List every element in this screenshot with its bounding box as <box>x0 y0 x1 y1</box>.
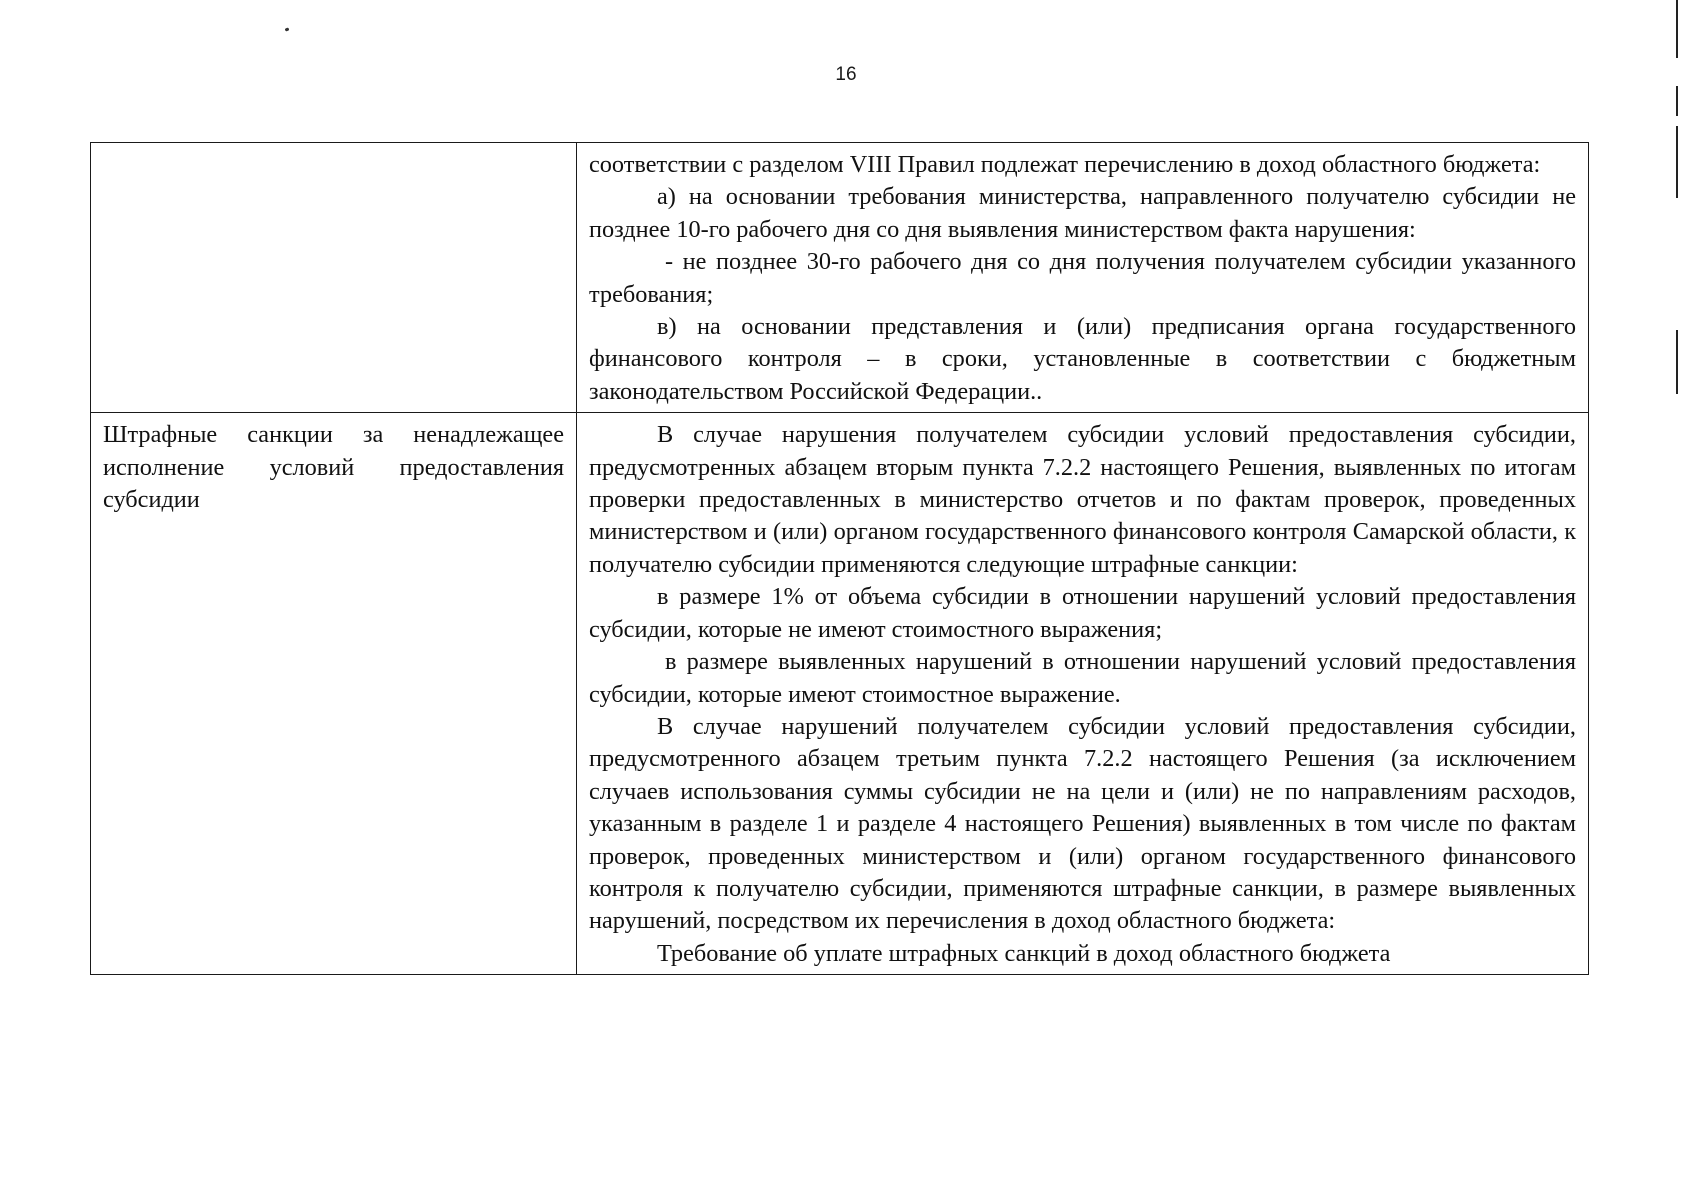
scan-edge-mark <box>1676 330 1678 394</box>
paragraph: в размере 1% от объема субсидии в отношении нарушений условий предоставления субсидии, которые не имеют стоимостного выражения; <box>589 583 1576 643</box>
scan-speck <box>285 27 290 31</box>
paragraph: в) на основании представления и (или) предписания органа государственного финансового контроля – в сроки, установленные в соответствии с бюджетным законодательством Российской Федерации.. <box>589 313 1576 405</box>
row-heading: Штрафные санкции за ненадлежащее исполнение условий предоставления субсидии <box>103 421 564 514</box>
paragraph: - не позднее 30-го рабочего дня со дня получения получателем субсидии указанного требования; <box>589 248 1576 308</box>
scan-edge-mark <box>1676 86 1678 116</box>
paragraph: в размере выявленных нарушений в отношении нарушений условий предоставления субсидии, которые имеют стоимостное выражение. <box>589 648 1576 708</box>
paragraph: В случае нарушений получателем субсидии условий предоставления субсидии, предусмотренного абзацем третьим пункта 7.2.2 настоящего Решения (за исключением случаев использования суммы субсидии не на цели и (или) не по направлениям расходов, указанным в разделе 1 и разделе 4 настоящего Решения) выявленных в том числе по фактам проверок, проведенных министерством и (или) органом государственного финансового контроля к получателю субсидии, применяются штрафные санкции, в размере выявленных нарушений, посредством их перечисления в доход областного бюджета: <box>589 712 1576 935</box>
page-number: 16 <box>835 64 857 85</box>
paragraph: Требование об уплате штрафных санкций в доход областного бюджета <box>657 939 1391 967</box>
paragraph: соответствии с разделом VIII Правил подлежат перечислению в доход областного бюджета: <box>589 151 1541 178</box>
table-cell-left <box>91 413 577 975</box>
paragraph: В случае нарушения получателем субсидии условий предоставления субсидии, предусмотренных абзацем вторым пункта 7.2.2 настоящего Решения, выявленных по итогам проверки предоставленных в министерство отчетов и по фактам проверок, проведенных министерством и (или) органом государственного финансового контроля Самарской области, к получателю субсидии применяются следующие штрафные санкции: <box>589 421 1576 578</box>
table-row <box>91 143 1589 413</box>
paragraph: а) на основании требования министерства, направленного получателю субсидии не позднее 10-го рабочего дня со дня выявления министерством факта нарушения: <box>589 183 1576 243</box>
table-cell-right <box>577 143 1589 413</box>
scan-edge-mark <box>1676 0 1678 58</box>
table-cell-right <box>577 413 1589 975</box>
table-row <box>91 413 1589 975</box>
table-cell-left <box>91 143 577 413</box>
scan-edge-mark <box>1676 126 1678 198</box>
document-table <box>90 142 1589 975</box>
